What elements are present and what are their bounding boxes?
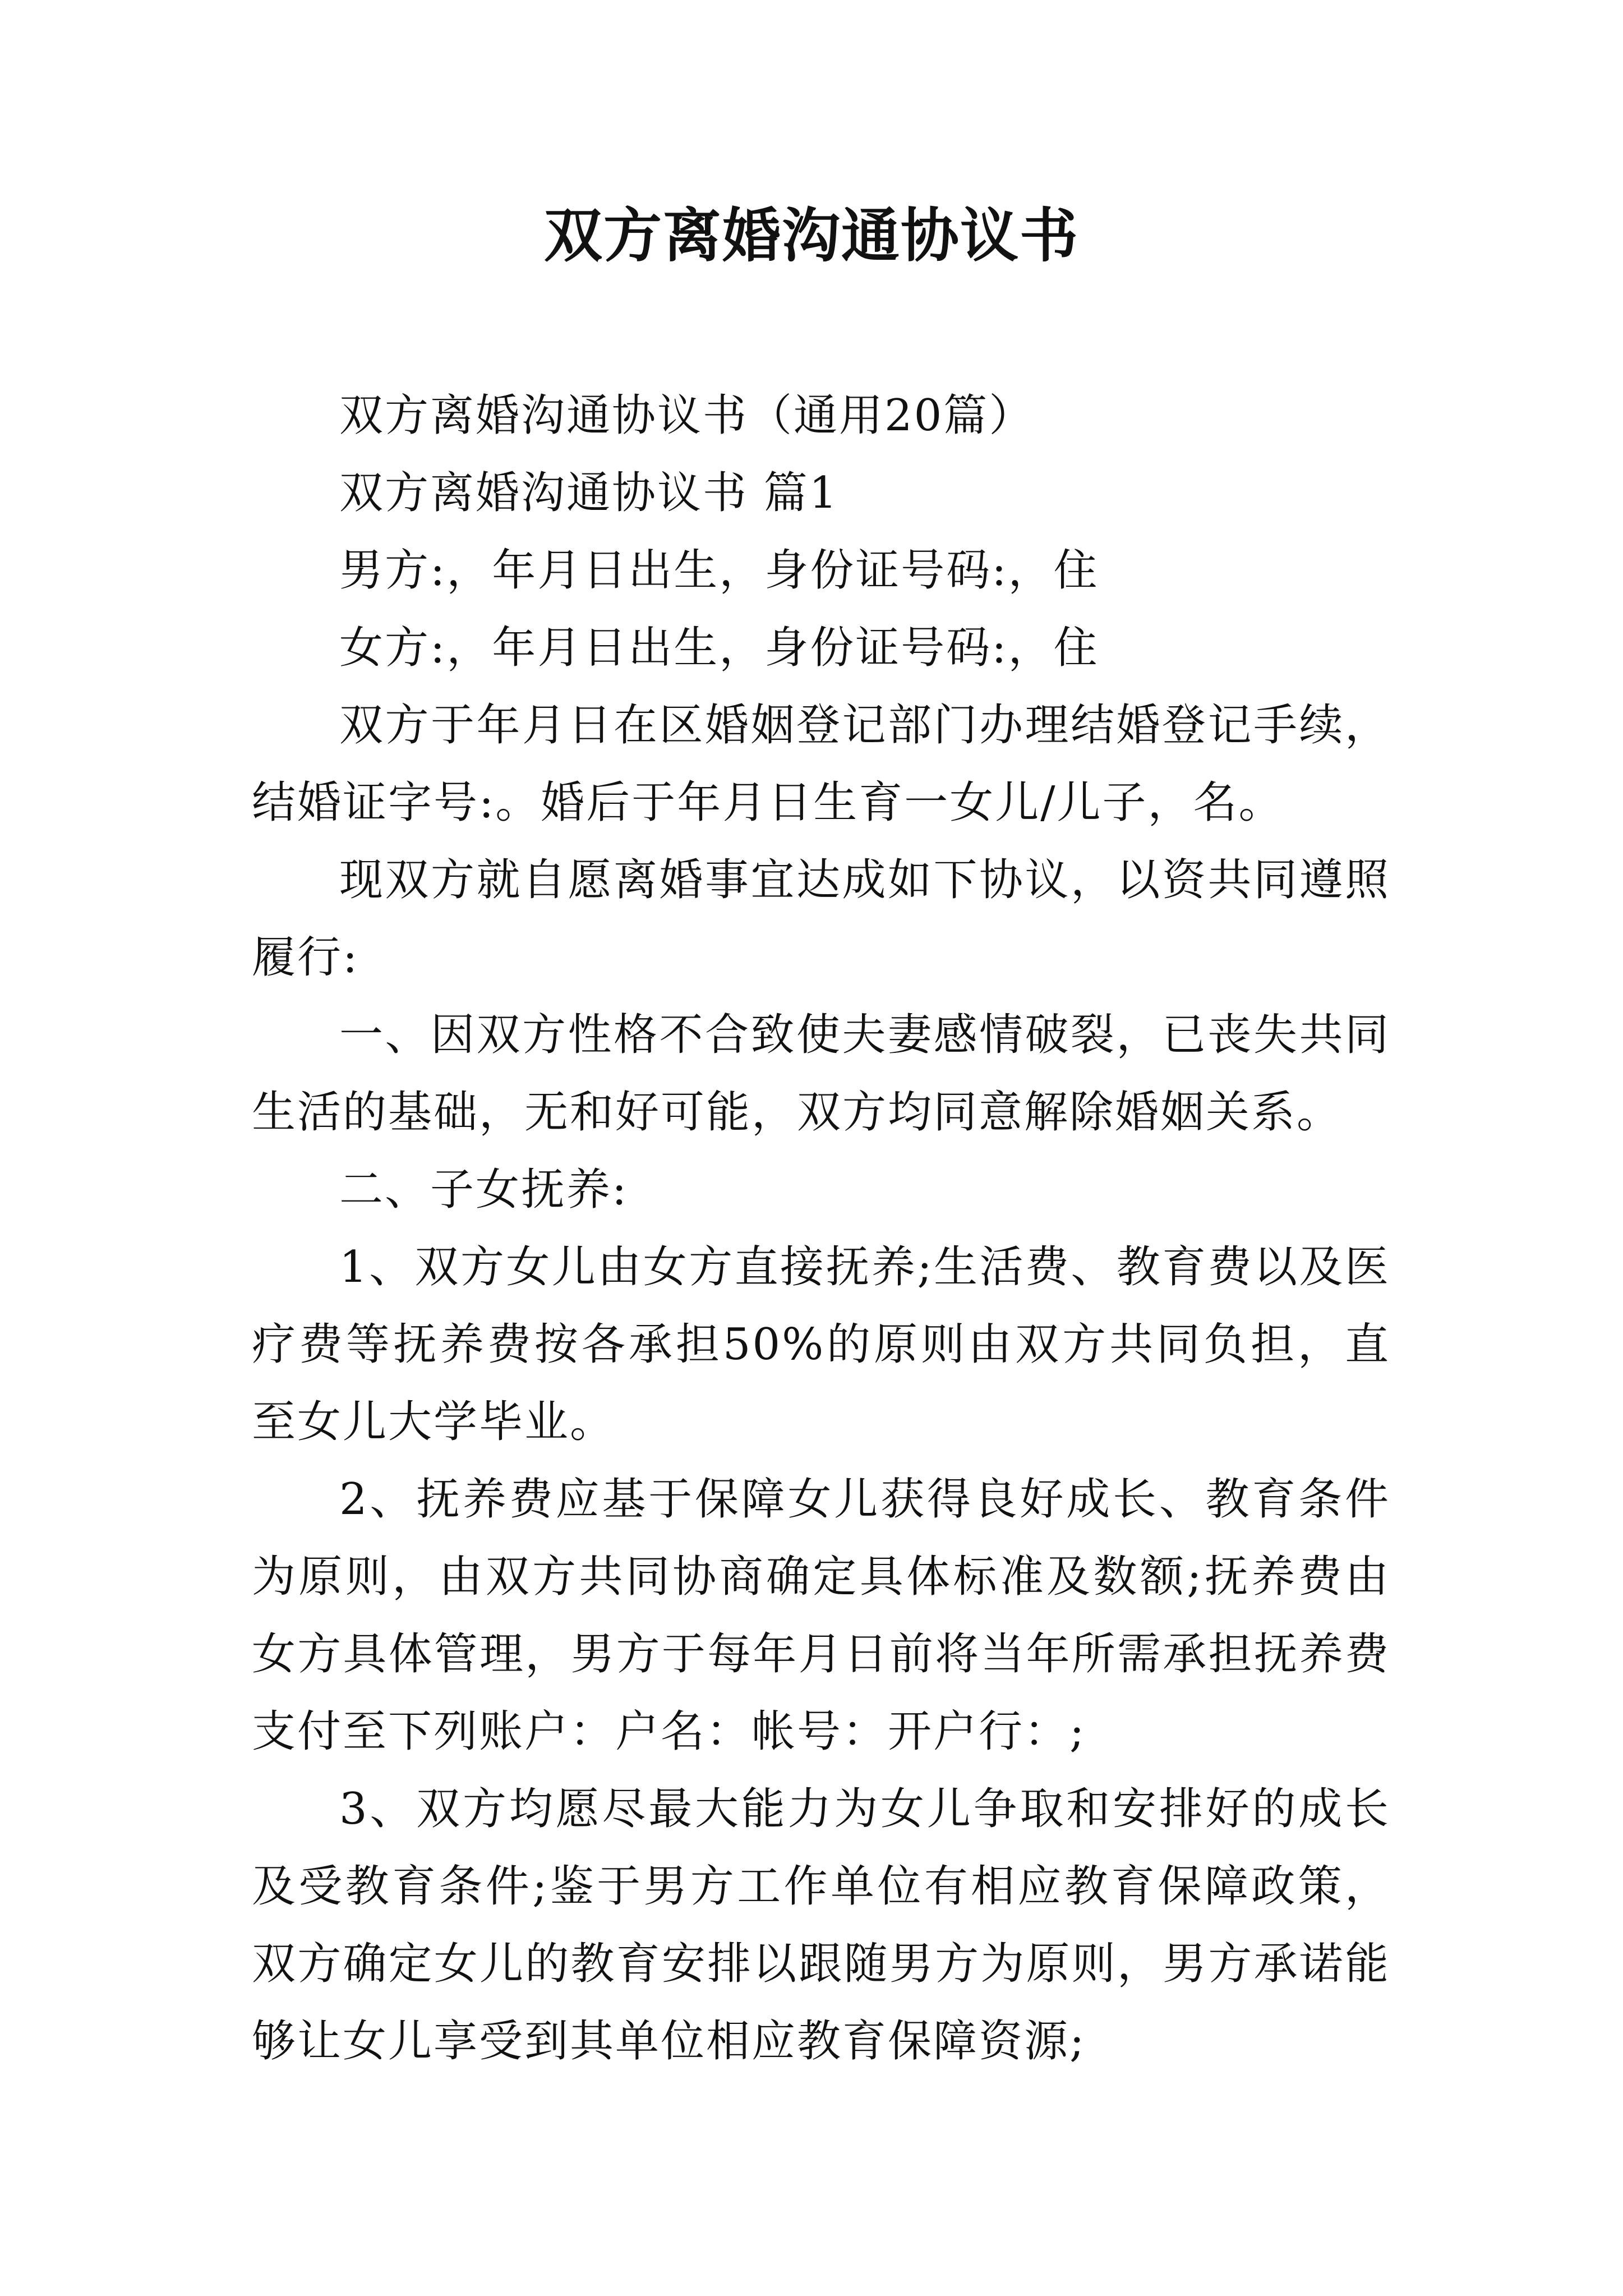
paragraph-clause-2-item-3: 3、双方均愿尽最大能力为女儿争取和安排好的成长及受教育条件;鉴于男方工作单位有相应教育保障政策，双方确定女儿的教育安排以跟随男方为原则，男方承诺能够让女儿享受到其单位相应教育保障资源; — [252, 1784, 1390, 2067]
paragraph-section-heading: 双方离婚沟通协议书 篇1 — [339, 468, 839, 518]
paragraph-clause-2-item-2: 2、抚养费应基于保障女儿获得良好成长、教育条件为原则，由双方共同协商确定具体标准及数额;抚养费由女方具体管理，男方于每年月日前将当年所需承担抚养费支付至下列账户：户名：帐号：开户行：; — [252, 1474, 1390, 1757]
paragraph-male-party: 男方:，年月日出生，身份证号码:，住 — [339, 545, 1099, 596]
paragraph-clause-1: 一、因双方性格不合致使夫妻感情破裂，已丧失共同生活的基础，无和好可能，双方均同意解除婚姻关系。 — [252, 1010, 1390, 1138]
document-title: 双方离婚沟通协议书 — [543, 201, 1079, 270]
paragraph-female-party: 女方:，年月日出生，身份证号码:，住 — [339, 623, 1099, 673]
paragraph-marriage-info: 双方于年月日在区婚姻登记部门办理结婚登记手续，结婚证字号:。婚后于年月日生育一女儿/儿子，名。 — [252, 700, 1390, 828]
paragraph-clause-2-heading: 二、子女抚养: — [339, 1165, 629, 1215]
paragraph-subtitle: 双方离婚沟通协议书（通用20篇） — [339, 390, 1035, 441]
paragraph-clause-2-item-1: 1、双方女儿由女方直接抚养;生活费、教育费以及医疗费等抚养费按各承担50%的原则由双方共同负担，直至女儿大学毕业。 — [252, 1242, 1390, 1447]
document-body — [252, 377, 1390, 2080]
paragraph-agreement-intro: 现双方就自愿离婚事宜达成如下协议，以资共同遵照履行: — [252, 855, 1390, 983]
